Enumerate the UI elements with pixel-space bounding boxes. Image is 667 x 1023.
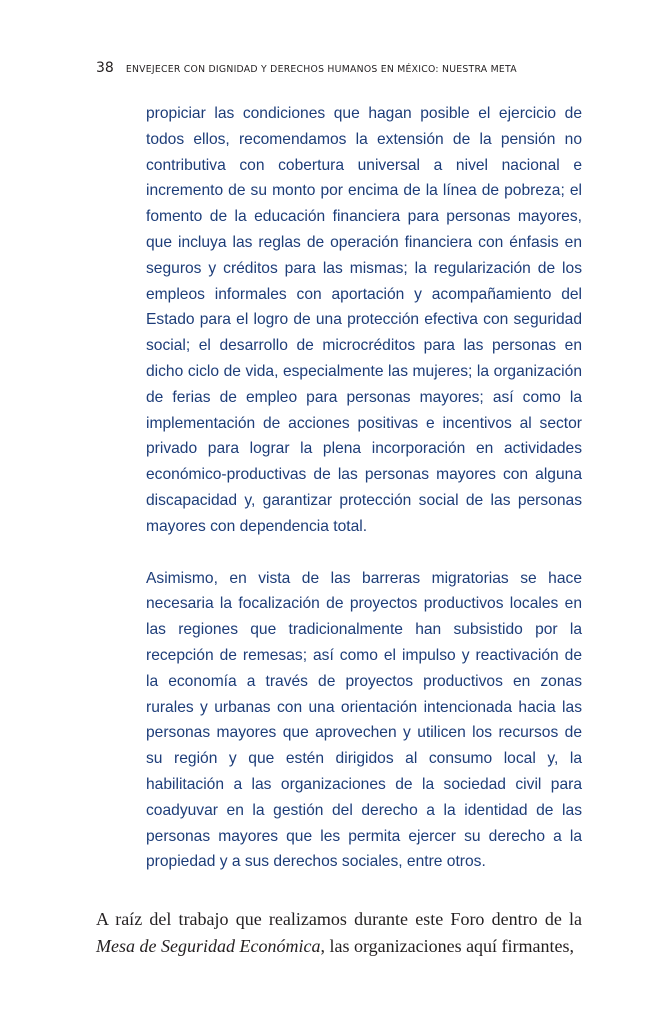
- body-emphasis-text: Mesa de Seguridad Económica: [96, 936, 321, 956]
- body-paragraph: [96, 906, 582, 960]
- quote-paragraph-2: Asimismo, en vista de las barreras migratorias se hace necesaria la focalización de proyectos productivos locales en las regiones que tradicionalmente han subsistido por la recepción de remesas; así como el impulso y reactivación de la economía a través de proyectos productivos en zonas rurales y urbanas con una orientación intencionada hacia las personas mayores que aprovechen y utilicen los recursos de su región y que estén dirigidos al consumo local y, la habilitación a las organizaciones de la sociedad civil para coadyuvar en la gestión del derecho a la identidad de las personas mayores que les permita ejercer su derecho a la propiedad y a sus derechos sociales, entre otros.: [146, 569, 582, 871]
- quoted-block: [146, 101, 582, 875]
- body-intro-text: A raíz del trabajo que realizamos durante este Foro dentro de la: [96, 909, 582, 929]
- quote-paragraph-1: propiciar las condiciones que hagan posible el ejercicio de todos ellos, recomendamos la extensión de la pensión no contributiva con cobertura universal a nivel nacional e incremento de su monto por encima de la línea de pobreza; el fomento de la educación financiera para personas mayores, que incluya las reglas de operación financiera con énfasis en seguros y créditos para las mismas; la regularización de los empleos informales con aportación y acompañamiento del Estado para el logro de una protección efectiva con seguridad social; el desarrollo de microcréditos para las personas en dicho ciclo de vida, especialmente las mujeres; la organización de ferias de empleo para personas mayores; así como la implementación de acciones positivas e incentivos al sector privado para lograr la plena incorporación en actividades económico-productivas de las personas mayores con alguna discapacidad y, garantizar protección social de las personas mayores con dependencia total.: [146, 105, 582, 535]
- body-continuation-text: , las organizaciones aquí firmantes,: [320, 936, 575, 956]
- running-title: ENVEJECER CON DIGNIDAD Y DERECHOS HUMANOS EN MÉXICO: NUESTRA META: [125, 64, 517, 75]
- page-number: 38: [96, 60, 114, 76]
- running-header: [96, 60, 576, 84]
